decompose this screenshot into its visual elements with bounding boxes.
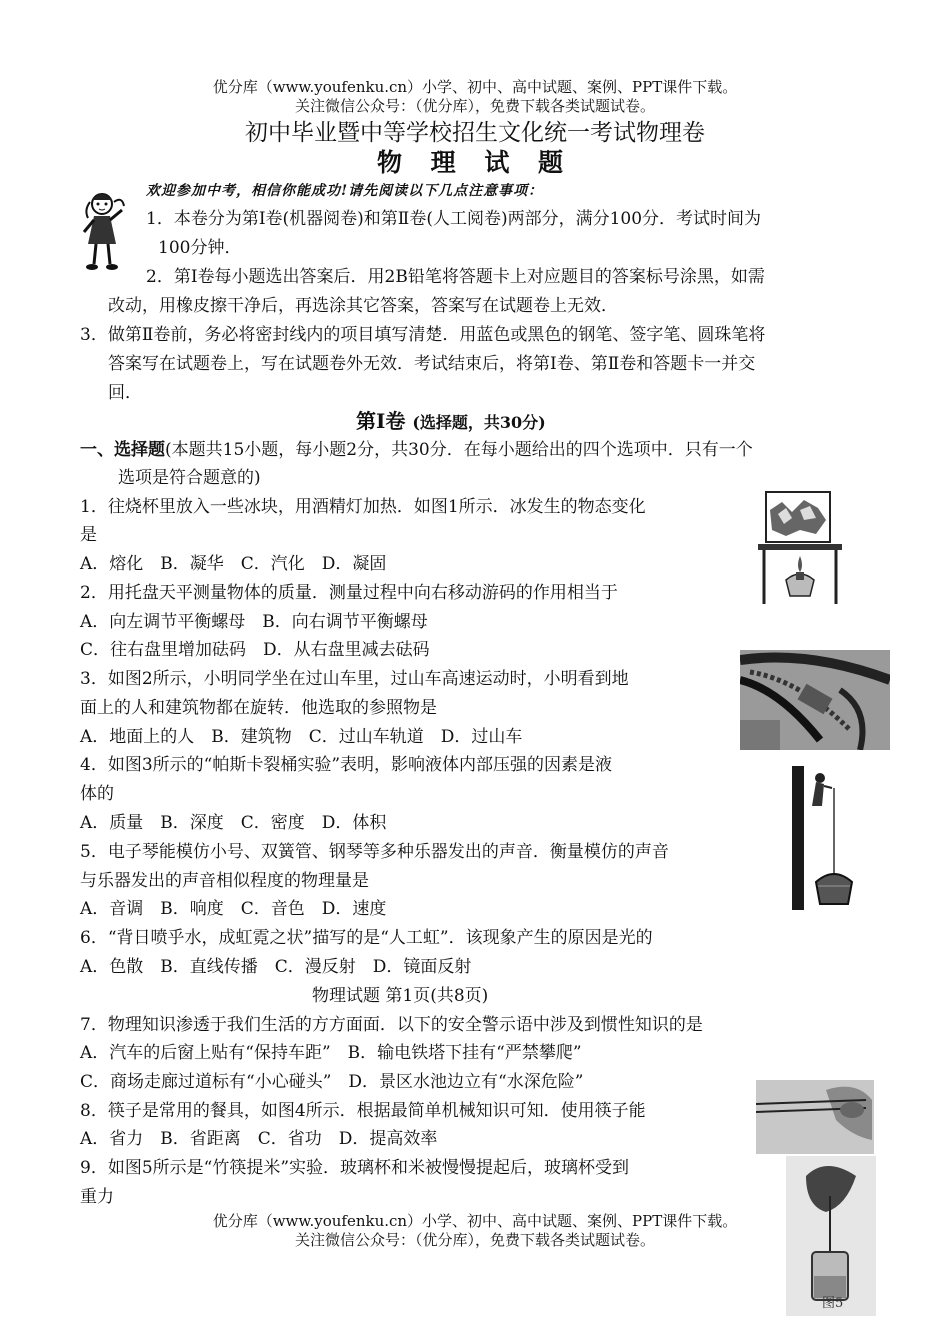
note-3-line-2: 答案写在试题卷上，写在试题卷外无效．考试结束后，将第Ⅰ卷、第Ⅱ卷和答题卡一并交 bbox=[108, 354, 756, 374]
q6-stem: 6．“背日喷乎水，成虹霓之状”描写的是“人工虹”．该现象产生的原因是光的 bbox=[80, 928, 653, 948]
welcome-text: 欢迎参加中考，相信你能成功!请先阅读以下几点注意事项： bbox=[146, 183, 544, 199]
q8-stem: 8．筷子是常用的餐具，如图4所示．根据最简单机械知识可知．使用筷子能 bbox=[80, 1101, 646, 1121]
exam-title: 初中毕业暨中等学校招生文化统一考试物理卷 bbox=[245, 120, 705, 146]
note-1-line-1: 1．本卷分为第Ⅰ卷(机器阅卷)和第Ⅱ卷(人工阅卷)两部分，满分100分．考试时间为 bbox=[146, 209, 762, 229]
q6-options: A．色散 B．直线传播 C．漫反射 D．镜面反射 bbox=[80, 957, 472, 977]
figure-5-chopstick-rice-image bbox=[786, 1156, 876, 1316]
q1-line-2: 是 bbox=[80, 525, 97, 545]
q9-line-1: 9．如图5所示是“竹筷提米”实验．玻璃杯和米被慢慢提起后，玻璃杯受到 bbox=[80, 1158, 630, 1178]
figure-3-pascal-barrel-image bbox=[790, 766, 870, 910]
cartoon-girl-illustration bbox=[78, 188, 130, 276]
page-number-label: 物理试题 第1页(共8页) bbox=[312, 986, 489, 1006]
note-3-line-1: 3．做第Ⅱ卷前，务必将密封线内的项目填写清楚．用蓝色或黑色的钢笔、签字笔、圆珠笔将 bbox=[80, 325, 766, 345]
part-1-intro bbox=[80, 439, 753, 461]
figure-2-roller-coaster-image bbox=[740, 650, 890, 750]
footer-line-1: 优分库（www.youfenku.cn）小学、初中、高中试题、案例、PPT课件下载。 bbox=[212, 1212, 738, 1230]
q9-line-2: 重力 bbox=[80, 1187, 114, 1207]
footer-line-2: 关注微信公众号：（优分库），免费下载各类试题试卷。 bbox=[294, 1231, 655, 1249]
section-1-subtitle: (选择题，共30分) bbox=[412, 413, 546, 432]
q7-options-1: A．汽车的后窗上贴有“保持车距” B．输电铁塔下挂有“严禁攀爬” bbox=[80, 1043, 582, 1063]
note-2-line-2: 改动，用橡皮擦干净后，再选涂其它答案，答案写在试题卷上无效． bbox=[108, 296, 618, 316]
figure-1-beaker-ice-image bbox=[756, 490, 848, 606]
q5-options: A．音调 B．响度 C．音色 D．速度 bbox=[80, 899, 387, 919]
q7-stem: 7．物理知识渗透于我们生活的方方面面．以下的安全警示语中涉及到惯性知识的是 bbox=[80, 1015, 703, 1035]
part-1-desc: (本题共15小题，每小题2分，共30分．在每小题给出的四个选项中．只有一个 bbox=[165, 440, 753, 460]
note-2-line-1: 2．第Ⅰ卷每小题选出答案后．用2B铅笔将答题卡上对应题目的答案标号涂黑，如需 bbox=[146, 267, 765, 287]
q1-options: A．熔化 B．凝华 C．汽化 D．凝固 bbox=[80, 554, 387, 574]
q8-options: A．省力 B．省距离 C．省功 D．提高效率 bbox=[80, 1129, 438, 1149]
q3-line-1: 3．如图2所示，小明同学坐在过山车里，过山车高速运动时，小明看到地 bbox=[80, 669, 629, 689]
q5-line-1: 5．电子琴能模仿小号、双簧管、钢琴等多种乐器发出的声音．衡量模仿的声音 bbox=[80, 842, 669, 862]
figure-4-chopsticks-image bbox=[756, 1080, 874, 1154]
note-1-line-2: 100分钟． bbox=[158, 238, 242, 258]
q4-line-2: 体的 bbox=[80, 784, 114, 804]
q3-line-2: 面上的人和建筑物都在旋转．他选取的参照物是 bbox=[80, 698, 437, 718]
q1-line-1: 1．往烧杯里放入一些冰块，用酒精灯加热．如图1所示．冰发生的物态变化 bbox=[80, 497, 646, 517]
q4-options: A．质量 B．深度 C．密度 D．体积 bbox=[80, 813, 387, 833]
header-line-2: 关注微信公众号：（优分库），免费下载各类试题试卷。 bbox=[294, 97, 655, 115]
q5-line-2: 与乐器发出的声音相似程度的物理量是 bbox=[80, 871, 369, 891]
q2-options-2: C．往右盘里增加砝码 D．从右盘里减去砝码 bbox=[80, 640, 430, 660]
q2-options-1: A．向左调节平衡螺母 B．向右调节平衡螺母 bbox=[80, 612, 428, 632]
header-line-1: 优分库（www.youfenku.cn）小学、初中、高中试题、案例、PPT课件下载。 bbox=[212, 78, 738, 96]
q2-stem: 2．用托盘天平测量物体的质量．测量过程中向右移动游码的作用相当于 bbox=[80, 583, 618, 603]
figure-5-caption: 图5 bbox=[822, 1296, 844, 1311]
section-1-title: 第Ⅰ卷 bbox=[356, 409, 406, 433]
q7-options-2: C．商场走廊过道标有“小心碰头” D．景区水池边立有“水深危险” bbox=[80, 1072, 584, 1092]
note-3-line-3: 回． bbox=[108, 383, 142, 403]
section-1-heading bbox=[356, 408, 546, 436]
q4-line-1: 4．如图3所示的“帕斯卡裂桶实验”表明，影响液体内部压强的因素是液 bbox=[80, 755, 613, 775]
q3-options: A．地面上的人 B．建筑物 C．过山车轨道 D．过山车 bbox=[80, 727, 523, 747]
subject-title: 物 理 试 题 bbox=[376, 148, 574, 177]
part-1-desc-line-2: 选项是符合题意的) bbox=[118, 468, 261, 488]
part-1-label: 一、选择题 bbox=[80, 440, 165, 460]
